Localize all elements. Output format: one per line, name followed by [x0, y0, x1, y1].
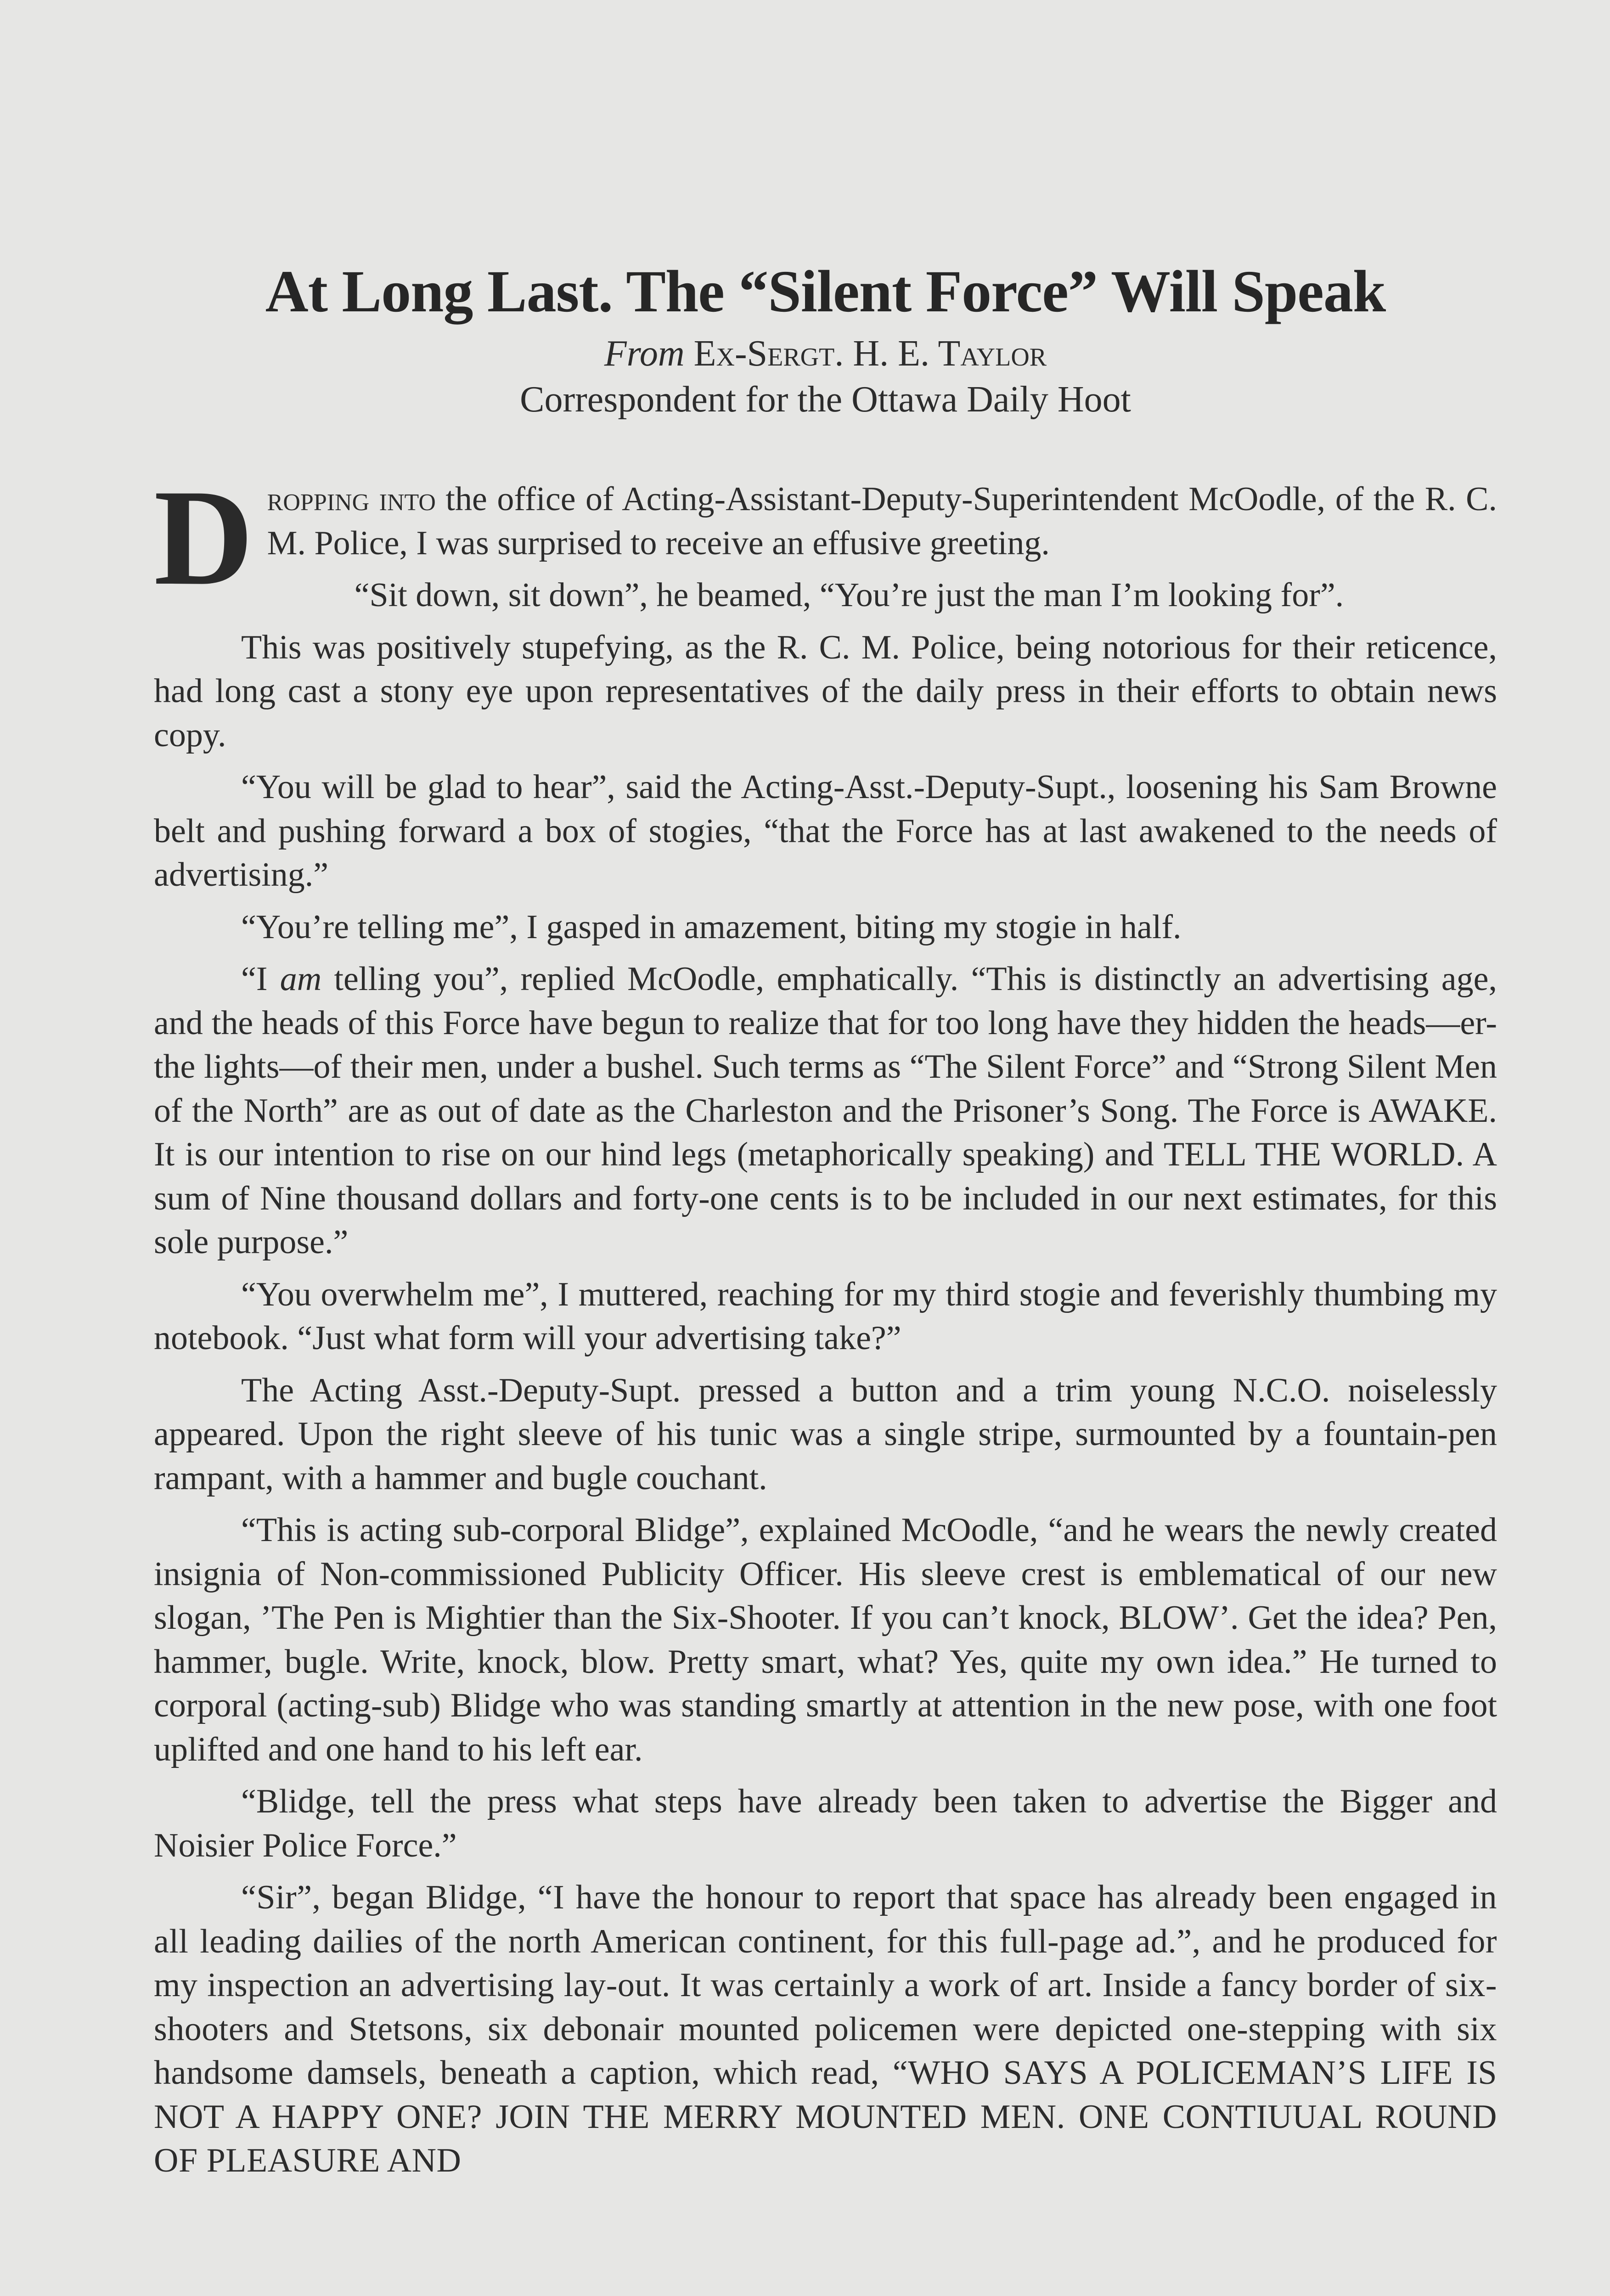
drop-cap: D: [154, 461, 253, 613]
byline-from: From: [604, 333, 685, 374]
paragraph: “This is acting sub-corporal Blidge”, explained McOodle, “and he wears the newly created insignia of Non-commissioned Publicity Officer. His sleeve crest is emblematical of our new slogan, ’The Pen is Mightier than the Six-Shooter. If you can’t knock, BLOW’. Get the idea? Pen, hammer, bugle. Write, knock, blow. Pretty smart, what? Yes, quite my own idea.” He turned to corporal (acting-sub) Blidge who was standing smartly at attention in the new pose, with one foot uplifted and one hand to his left ear.: [154, 1511, 1497, 1768]
paragraph: “Sir”, began Blidge, “I have the honour to report that space has already been engaged in all leading dailies of the north American continent, for this full-page ad.”, and he produced for my inspection an advertising lay-out. It was certainly a work of art. Inside a fancy border of six-shooters and Stetsons, six debonair mounted policemen were depicted one-stepping with six handsome damsels, beneath a caption, which read, “WHO SAYS A POLICEMAN’S LIFE IS NOT A HAPPY ONE? JOIN THE MERRY MOUNTED MEN. ONE CONTIUUAL ROUND OF PLEASURE AND: [154, 1879, 1497, 2179]
emphasis: am: [280, 960, 322, 998]
paragraph: “Sit down, sit down”, he beamed, “You’re just the man I’m looking for”.: [354, 576, 1344, 614]
paragraph: This was positively stupefying, as the R. C. M. Police, being notorious for their reticence, had long cast a stony eye upon representatives of the daily press in their efforts to obtain news copy.: [154, 628, 1497, 754]
article-title: At Long Last. The “Silent Force” Will Speak: [265, 259, 1386, 325]
article: [154, 257, 1497, 2191]
paragraph: “You will be glad to hear”, said the Acting-Asst.-Deputy-Supt., loosening his Sam Browne belt and pushing forward a box of stogies, “that the Force has at last awakened to the needs of advertising.”: [154, 768, 1497, 894]
article-body: [154, 461, 1497, 2183]
paragraph: The Acting Asst.-Deputy-Supt. pressed a button and a trim young N.C.O. noiselessly appeared. Upon the right sleeve of his tunic was a single stripe, surmounted by a fountain-pen rampant, with a hammer and bugle couchant.: [154, 1371, 1497, 1497]
paragraph: “You overwhelm me”, I muttered, reaching for my third stogie and feverishly thumbing my notebook. “Just what form will your advertising take?”: [154, 1275, 1497, 1357]
byline-author: Ex-Sergt. H. E. Taylor: [693, 333, 1047, 374]
byline: [154, 331, 1497, 377]
lead-small-caps: ropping into: [267, 480, 436, 518]
paragraph: [154, 957, 1497, 1265]
paragraph-text: “I: [241, 960, 280, 998]
paragraph: “You’re telling me”, I gasped in amazement, biting my stogie in half.: [241, 908, 1182, 946]
paragraph-text: the office of Acting-Assistant-Deputy-Superintendent McOodle, of the R. C. M. Police, I was surprised to receive an effusive greeting.: [267, 480, 1497, 562]
paragraph: “Blidge, tell the press what steps have already been taken to advertise the Bigger and Noisier Police Force.”: [154, 1783, 1497, 1864]
paragraph-text: telling you”, replied McOodle, emphatically. “This is distinctly an advertising age, and the heads of this Force have begun to realize that for too long have they hidden the heads—er-the lights—of their men, under a bushel. Such terms as “The Silent Force” and “Strong Silent Men of the North” are as out of date as the Charleston and the Prisoner’s Song. The Force is AWAKE. It is our intention to rise on our hind legs (metaphorically speaking) and TELL THE WORLD. A sum of Nine thousand dollars and forty-one cents is to be included in our next estimates, for this sole purpose.”: [154, 960, 1497, 1261]
byline-correspondent: Correspondent for the Ottawa Daily Hoot: [520, 379, 1131, 420]
